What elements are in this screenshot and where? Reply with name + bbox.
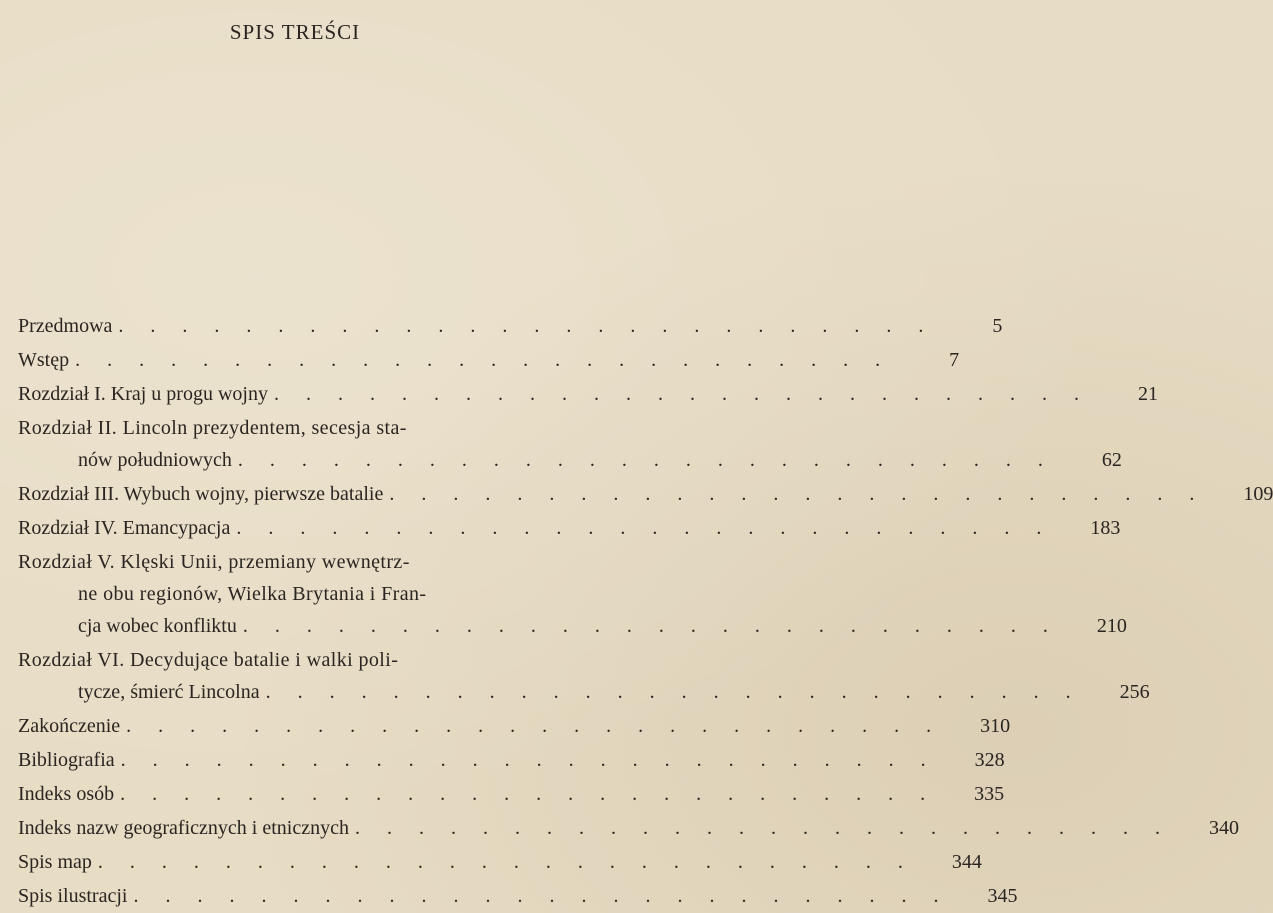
- toc-entry: [18, 846, 982, 878]
- dot-leader: . . . . . . . . . . . . . . . . . . . . . . . . . .: [389, 483, 1206, 505]
- toc-row: [18, 478, 1273, 510]
- toc-page-number: 21: [1137, 383, 1158, 405]
- toc-entry-title: Rozdział IV. Emancypacja: [18, 517, 231, 539]
- dot-leader: . . . . . . . . . . . . . . . . . . . . . . . . . .: [354, 817, 1171, 839]
- toc-row: [18, 778, 1005, 810]
- toc-entry-title: Rozdział VI. Decydujące batalie i walki poli-: [18, 649, 399, 671]
- dot-leader: . . . . . . . . . . . . . . . . . . . . . . . . . .: [120, 783, 937, 805]
- toc-entry: [18, 412, 1122, 476]
- toc-page-number: 183: [1090, 517, 1121, 539]
- toc-row: [18, 644, 608, 676]
- toc-entry-title: Rozdział I. Kraj u progu wojny: [18, 383, 268, 405]
- dot-leader: . . . . . . . . . . . . . . . . . . . . . . . . . .: [118, 315, 935, 337]
- toc-entry-title: Spis ilustracji: [18, 885, 128, 907]
- toc-entry: [18, 344, 960, 376]
- page-title: SPIS TREŚCI: [229, 20, 361, 44]
- toc-entry: [18, 710, 1011, 742]
- toc-row: [18, 812, 1239, 844]
- toc-page-number: 340: [1208, 817, 1239, 839]
- toc-entry: [18, 778, 1005, 810]
- dot-leader: . . . . . . . . . . . . . . . . . . . . . . . . . .: [120, 749, 937, 771]
- toc-entry-title: Indeks osób: [18, 783, 115, 805]
- toc-page-number: 210: [1096, 615, 1127, 637]
- bleed-through-texture: [0, 50, 650, 310]
- toc-page-number: 345: [987, 885, 1018, 907]
- toc-entry-title: Indeks nazw geograficznych i etnicznych: [18, 817, 349, 839]
- toc-row-continuation: [18, 578, 608, 610]
- dot-leader: . . . . . . . . . . . . . . . . . . . . . . . . . .: [242, 615, 1059, 637]
- toc-page-number: 109: [1243, 483, 1273, 505]
- toc-entry-title: Wstęp: [18, 349, 70, 371]
- toc-row-continuation: [18, 676, 1150, 708]
- toc-row: [18, 744, 1005, 776]
- toc-entry-title: Przedmowa: [18, 315, 113, 337]
- toc-row: [18, 378, 1158, 410]
- toc-page-number: 256: [1119, 681, 1150, 703]
- dot-leader: . . . . . . . . . . . . . . . . . . . . . . . . . .: [236, 517, 1053, 539]
- toc-entry-title: Bibliografia: [18, 749, 115, 771]
- dot-leader: . . . . . . . . . . . . . . . . . . . . . . . . . .: [237, 449, 1054, 471]
- toc-row: [18, 412, 608, 444]
- dot-leader: . . . . . . . . . . . . . . . . . . . . . . . . . .: [133, 885, 950, 907]
- toc-entry: [18, 744, 1005, 776]
- toc-entry: [18, 644, 1150, 708]
- toc-page-number: 328: [974, 749, 1005, 771]
- dot-leader: . . . . . . . . . . . . . . . . . . . . . . . . . .: [273, 383, 1090, 405]
- dot-leader: . . . . . . . . . . . . . . . . . . . . . . . . . .: [265, 681, 1082, 703]
- toc-entry-title-continued: tycze, śmierć Lincolna: [78, 681, 260, 703]
- toc-page-number: 7: [949, 349, 960, 371]
- toc-entry-title: Rozdział III. Wybuch wojny, pierwsze batalie: [18, 483, 384, 505]
- toc-entry: [18, 512, 1121, 544]
- toc-page-number: 335: [974, 783, 1005, 805]
- toc-page-number: 5: [992, 315, 1003, 337]
- toc-entry-title-continued: nów południowych: [78, 449, 232, 471]
- toc-entry-title: Spis map: [18, 851, 92, 873]
- toc-row: [18, 344, 960, 376]
- toc-row: [18, 512, 1121, 544]
- toc-page-number: 310: [980, 715, 1011, 737]
- toc-entry: [18, 546, 1127, 642]
- toc-entry: [18, 478, 1273, 510]
- toc-row: [18, 546, 608, 578]
- dot-leader: . . . . . . . . . . . . . . . . . . . . . . . . . .: [126, 715, 943, 737]
- toc-row: [18, 846, 982, 878]
- toc-entry-title: Rozdział V. Klęski Unii, przemiany wewnętrz-: [18, 551, 410, 573]
- dot-leader: . . . . . . . . . . . . . . . . . . . . . . . . . .: [97, 851, 914, 873]
- table-of-contents: [18, 310, 1273, 912]
- toc-entry: [18, 310, 1003, 342]
- toc-page-number: 62: [1101, 449, 1122, 471]
- toc-entry-title-continued: cja wobec konfliktu: [78, 615, 237, 637]
- toc-entry-title: Zakończenie: [18, 715, 121, 737]
- toc-entry-title: Rozdział II. Lincoln prezydentem, secesja sta-: [18, 417, 407, 439]
- toc-page-number: 344: [951, 851, 982, 873]
- toc-row: [18, 880, 1018, 912]
- toc-row-continuation: [18, 610, 1127, 642]
- toc-row-continuation: [18, 444, 1122, 476]
- dot-leader: . . . . . . . . . . . . . . . . . . . . . . . . . .: [75, 349, 892, 371]
- toc-entry: [18, 880, 1018, 912]
- toc-row: [18, 310, 1003, 342]
- toc-entry: [18, 378, 1158, 410]
- toc-entry: [18, 812, 1239, 844]
- toc-entry-title-continued: ne obu regionów, Wielka Brytania i Fran-: [78, 583, 427, 605]
- toc-row: [18, 710, 1011, 742]
